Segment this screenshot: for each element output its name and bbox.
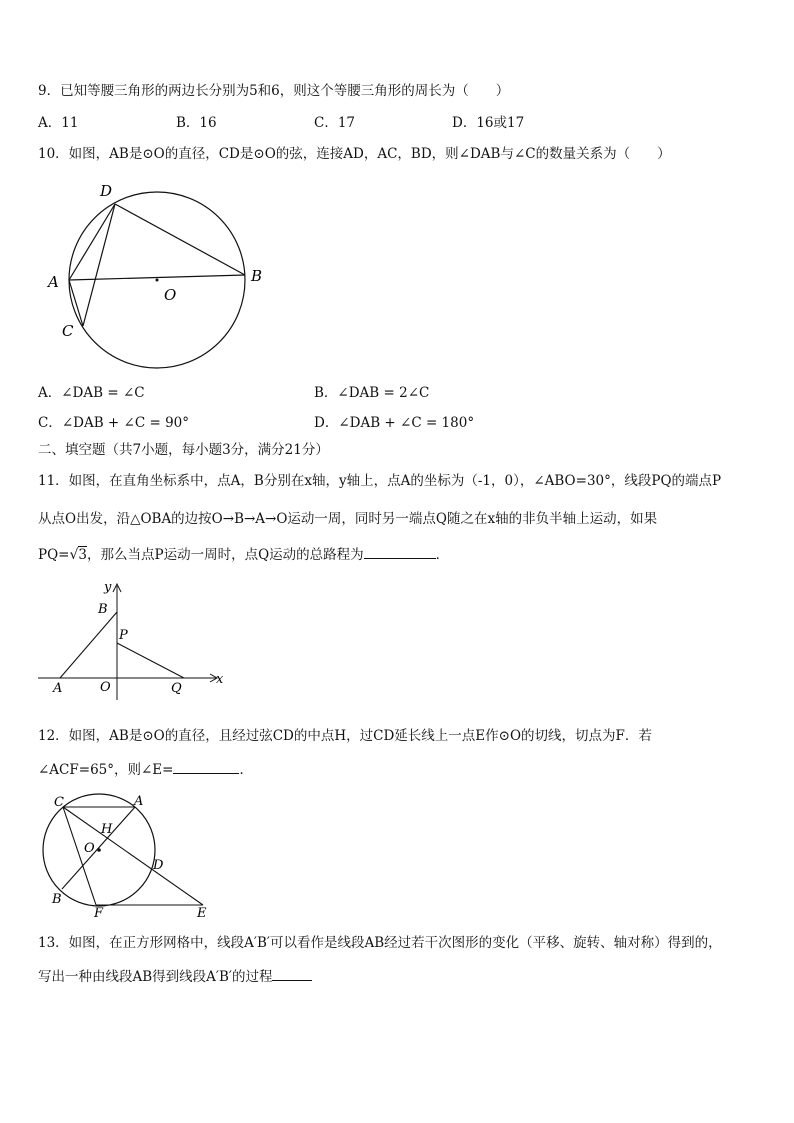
q12-line-2-text: ∠ACF=65°，则∠E= bbox=[38, 762, 174, 778]
q12-label-f: F bbox=[94, 906, 104, 920]
q10-stem: 10．如图，AB是⊙O的直径，CD是⊙O的弦，连接AD，AC，BD，则∠DAB与∠C的数量关系为（ ） bbox=[38, 146, 671, 162]
q12-label-o: O bbox=[84, 841, 95, 856]
q12-label-a: A bbox=[134, 794, 144, 809]
q11-label-o: O bbox=[100, 680, 111, 695]
q11-answer-blank bbox=[364, 544, 436, 559]
q12-label-e: E bbox=[197, 906, 207, 920]
q10-circle-figure bbox=[40, 178, 280, 373]
q10-label-o: O bbox=[164, 286, 177, 304]
q11-line-3-text: ，那么当点P运动一周时，点Q运动的总路程为 bbox=[86, 547, 364, 563]
q11-segment-pq bbox=[117, 643, 184, 678]
q10-option-b: B．∠DAB = 2∠C bbox=[314, 385, 430, 401]
q10-label-b: B bbox=[251, 267, 263, 285]
q11-label-b: B bbox=[98, 602, 108, 617]
q11-sqrt-value: 3 bbox=[78, 547, 87, 563]
q10-chord-db bbox=[115, 204, 245, 275]
q12-answer-blank bbox=[173, 759, 239, 774]
q12-center-dot bbox=[97, 848, 101, 852]
q11-line-3 bbox=[38, 544, 449, 564]
q9-option-d: D．16或17 bbox=[452, 115, 525, 131]
q12-line-2 bbox=[38, 759, 253, 779]
q13-line-1: 13．如图，在正方形网格中，线段A′B′可以看作是线段AB经过若干次图形的变化（平移、旋转、轴对称）得到的， bbox=[38, 935, 722, 951]
q13-line-2-text: 写出一种由线段AB得到线段A′B′的过程 bbox=[38, 969, 273, 985]
q9-option-c: C．17 bbox=[314, 115, 356, 131]
q12-line-2-end: ． bbox=[239, 762, 253, 778]
q10-label-d: D bbox=[100, 182, 113, 200]
q13-answer-blank bbox=[272, 966, 312, 981]
q11-segment-ab bbox=[60, 612, 117, 678]
q10-label-a: A bbox=[48, 273, 59, 291]
q11-label-x: x bbox=[216, 672, 224, 687]
q12-line-1: 12．如图，AB是⊙O的直径，且经过弦CD的中点H，过CD延长线上一点E作⊙O的切线，切点为F．若 bbox=[38, 728, 652, 744]
q13-line-2 bbox=[38, 966, 312, 986]
q10-chord-ad bbox=[69, 204, 115, 280]
q10-chord-ac bbox=[69, 280, 83, 326]
q12-label-d: D bbox=[153, 858, 164, 873]
q12-circle-figure bbox=[38, 790, 218, 920]
q12-label-c: C bbox=[54, 795, 64, 810]
q10-option-d: D．∠DAB + ∠C = 180° bbox=[314, 415, 475, 431]
q11-line-2: 从点O出发，沿△OBA的边按O→B→A→O运动一周，同时另一端点Q随之在x轴的非负半轴上运动，如果 bbox=[38, 511, 658, 527]
q10-label-c: C bbox=[62, 322, 74, 340]
q11-label-p: P bbox=[119, 628, 128, 643]
q11-line-3-end: ． bbox=[435, 547, 450, 563]
q12-line-ce bbox=[63, 807, 203, 905]
q11-label-a: A bbox=[53, 681, 63, 696]
q10-option-c: C．∠DAB + ∠C = 90° bbox=[38, 415, 189, 431]
q12-label-b: B bbox=[52, 892, 62, 907]
q11-sqrt: √3 bbox=[69, 547, 87, 563]
q10-chord-dc bbox=[83, 204, 115, 326]
q11-label-y: y bbox=[104, 580, 112, 595]
q9-option-b: B．16 bbox=[176, 115, 217, 131]
q10-center-dot bbox=[156, 279, 159, 282]
q12-diameter-ab bbox=[62, 807, 135, 889]
q11-coordinate-figure bbox=[36, 578, 236, 703]
q12-label-h: H bbox=[101, 822, 113, 837]
q11-pq-label: PQ= bbox=[38, 547, 70, 563]
q11-line-1: 11．如图，在直角坐标系中，点A，B分别在x轴，y轴上，点A的坐标为（-1，0），∠ABO=30°，线段PQ的端点P bbox=[38, 473, 722, 489]
q9-option-a: A．11 bbox=[38, 115, 79, 131]
section-2-heading: 二、填空题（共7小题，每小题3分，满分21分） bbox=[38, 442, 329, 458]
q10-option-a: A．∠DAB = ∠C bbox=[38, 385, 145, 401]
q9-stem: 9．已知等腰三角形的两边长分别为5和6，则这个等腰三角形的周长为（ ） bbox=[38, 83, 510, 99]
q11-label-q: Q bbox=[171, 681, 182, 696]
